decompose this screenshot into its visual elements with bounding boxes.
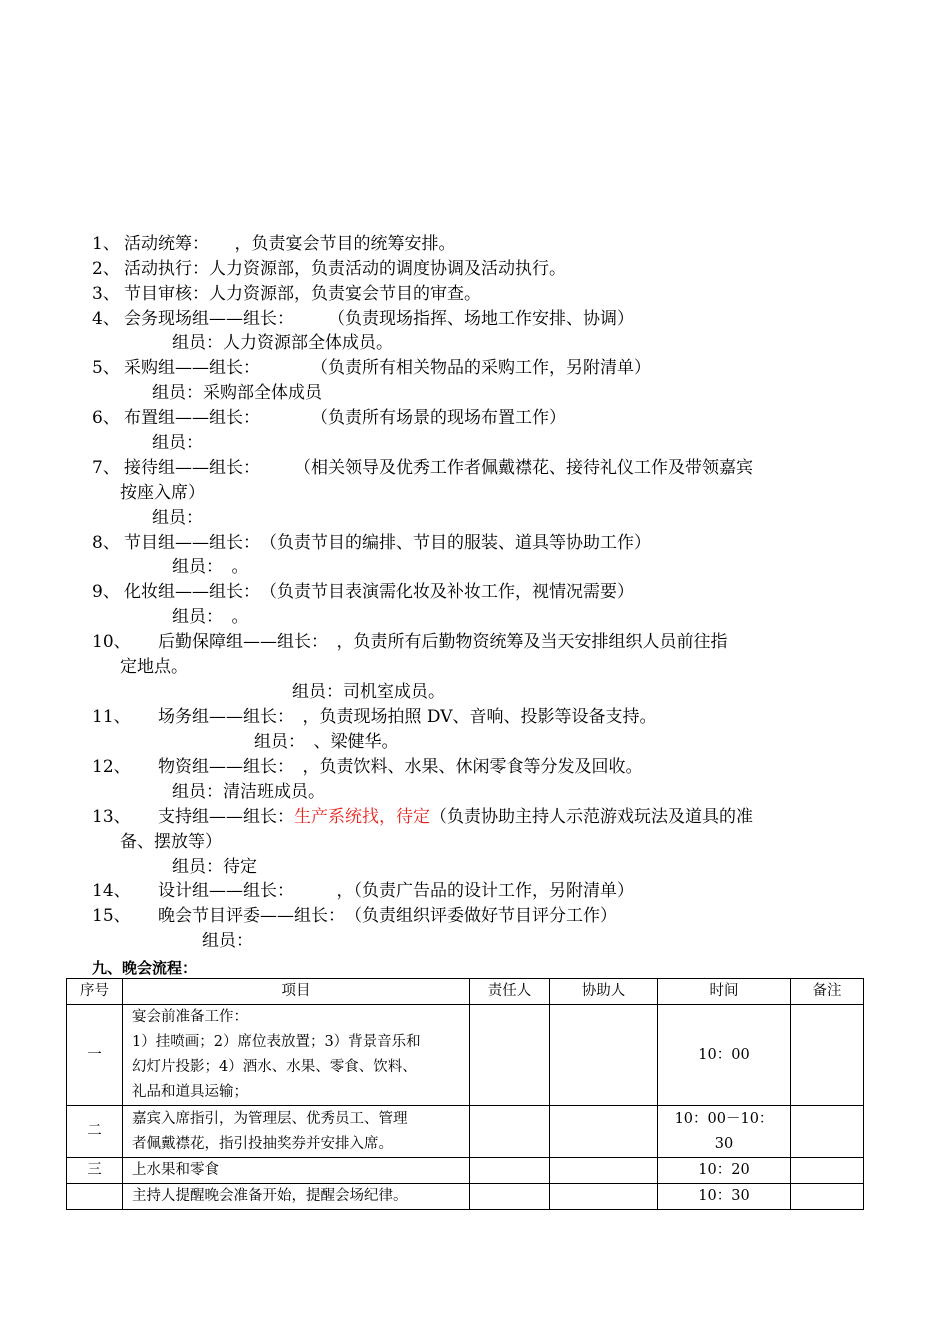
list-item-9 — [92, 580, 634, 604]
table-row — [67, 1005, 864, 1106]
item-text: 会务现场组——组长： （负责现场指挥、场地工作安排、协调） — [124, 309, 634, 329]
member-line-13: 组员：待定 — [172, 857, 257, 877]
item-number: 14、 — [92, 881, 131, 901]
cell-assist — [550, 1106, 658, 1158]
item-number: 1、 — [92, 234, 120, 254]
section-title: 九、晚会流程： — [92, 959, 198, 977]
flow-table — [66, 978, 864, 1210]
cell-item-line: 礼品和道具运输； — [132, 1084, 248, 1100]
cell-time-line: 10：00－10： — [674, 1110, 774, 1127]
pending-highlight: 生产系统找，待定 — [294, 807, 430, 827]
item-13-continuation: 备、摆放等） — [120, 832, 222, 852]
item-number: 3、 — [92, 284, 120, 304]
cell-time-line: 10：00 — [698, 1046, 750, 1063]
cell-seq: 二 — [67, 1106, 123, 1158]
item-text: 场务组——组长： ，负责现场拍照 DV、音响、投影等设备支持。 — [158, 707, 657, 727]
list-item-14 — [92, 879, 634, 903]
cell-item-line: 上水果和零食 — [132, 1162, 219, 1178]
item-number: 7、 — [92, 458, 120, 478]
cell-assist — [550, 1184, 658, 1210]
item-number: 9、 — [92, 582, 120, 602]
cell-time-line: 30 — [714, 1135, 734, 1152]
member-line-7: 组员： — [152, 508, 203, 528]
item-number: 4、 — [92, 309, 120, 329]
member-line-6: 组员： — [152, 433, 203, 453]
item-number: 5、 — [92, 358, 120, 378]
table-row — [67, 1158, 864, 1184]
item-number: 6、 — [92, 408, 120, 428]
cell-time — [658, 1005, 791, 1106]
cell-note — [791, 1106, 864, 1158]
member-line-10: 组员：司机室成员。 — [292, 682, 445, 702]
item-text-prefix: 支持组——组长： — [158, 807, 294, 827]
header-owner: 责任人 — [470, 979, 550, 1005]
cell-item-line: 嘉宾入席指引，为管理层、优秀员工、管理 — [132, 1110, 408, 1127]
item-text — [158, 805, 753, 829]
item-7-continuation: 按座入席） — [120, 483, 205, 503]
item-number: 15、 — [92, 906, 131, 926]
item-number: 13、 — [92, 807, 131, 827]
list-item-1 — [92, 232, 456, 256]
list-item-4 — [92, 307, 634, 331]
item-number: 2、 — [92, 259, 120, 279]
item-number: 11、 — [92, 707, 131, 727]
item-text: 接待组——组长： （相关领导及优秀工作者佩戴襟花、接待礼仪工作及带领嘉宾 — [124, 458, 753, 478]
member-line-12: 组员：清洁班成员。 — [172, 782, 325, 802]
item-text-suffix: （负责协助主持人示范游戏玩法及道具的准 — [430, 807, 753, 827]
cell-item — [123, 1106, 470, 1158]
cell-time-line: 10：20 — [698, 1162, 750, 1178]
item-text: 采购组——组长： （负责所有相关物品的采购工作，另附清单） — [124, 358, 651, 378]
item-10-continuation: 定地点。 — [120, 657, 188, 677]
cell-assist — [550, 1005, 658, 1106]
cell-item-line: 幻灯片投影；4）酒水、水果、零食、饮料、 — [132, 1059, 417, 1075]
list-item-8 — [92, 531, 651, 555]
cell-time — [658, 1184, 791, 1210]
list-item-15 — [92, 904, 617, 928]
table-header-row — [67, 979, 864, 1005]
list-item-3 — [92, 282, 481, 306]
item-text: 布置组——组长： （负责所有场景的现场布置工作） — [124, 408, 566, 428]
cell-assist — [550, 1158, 658, 1184]
item-text: 活动统筹： ，负责宴会节目的统筹安排。 — [124, 234, 456, 254]
cell-note — [791, 1158, 864, 1184]
item-text: 后勤保障组——组长： ，负责所有后勤物资统筹及当天安排组织人员前往指 — [158, 632, 728, 652]
table-row — [67, 1106, 864, 1158]
list-item-5 — [92, 356, 651, 380]
table-row — [67, 1184, 864, 1210]
cell-item-line: 宴会前准备工作： — [132, 1009, 248, 1025]
cell-item — [123, 1158, 470, 1184]
item-text: 设计组——组长： ，（负责广告品的设计工作，另附清单） — [158, 881, 634, 901]
cell-time — [658, 1106, 791, 1158]
list-item-12 — [92, 755, 643, 779]
member-line-15: 组员： — [202, 931, 253, 951]
member-line-4: 组员：人力资源部全体成员。 — [172, 333, 393, 353]
member-line-11: 组员： 、梁健华。 — [254, 732, 399, 752]
item-text: 节目组——组长： （负责节目的编排、节目的服装、道具等协助工作） — [124, 533, 651, 553]
header-item: 项目 — [123, 979, 470, 1005]
header-time: 时间 — [658, 979, 791, 1005]
member-line-9: 组员： 。 — [172, 607, 249, 627]
cell-owner — [470, 1184, 550, 1210]
list-item-7 — [92, 456, 753, 480]
cell-owner — [470, 1106, 550, 1158]
cell-owner — [470, 1158, 550, 1184]
header-note: 备注 — [791, 979, 864, 1005]
member-line-8: 组员： 。 — [172, 557, 249, 577]
item-number: 8、 — [92, 533, 120, 553]
list-item-11 — [92, 705, 657, 729]
cell-owner — [470, 1005, 550, 1106]
cell-item-line: 主持人提醒晚会准备开始，提醒会场纪律。 — [132, 1188, 408, 1204]
item-text: 化妆组——组长： （负责节目表演需化妆及补妆工作，视情况需要） — [124, 582, 634, 602]
cell-seq: 三 — [67, 1158, 123, 1184]
list-item-2 — [92, 257, 566, 281]
item-text: 晚会节目评委——组长： （负责组织评委做好节目评分工作） — [158, 906, 617, 926]
cell-item — [123, 1005, 470, 1106]
item-text: 活动执行：人力资源部，负责活动的调度协调及活动执行。 — [124, 259, 566, 279]
cell-item-line: 者佩戴襟花，指引投抽奖券并安排入席。 — [132, 1135, 393, 1152]
list-item-13 — [92, 805, 753, 829]
item-number: 10、 — [92, 632, 131, 652]
cell-time-line: 10：30 — [698, 1188, 750, 1204]
cell-item — [123, 1184, 470, 1210]
cell-seq: 一 — [67, 1005, 123, 1106]
cell-note — [791, 1005, 864, 1106]
cell-item-line: 1）挂喷画；2）席位表放置；3）背景音乐和 — [132, 1034, 421, 1050]
cell-seq — [67, 1184, 123, 1210]
cell-time — [658, 1158, 791, 1184]
item-number: 12、 — [92, 757, 131, 777]
cell-note — [791, 1184, 864, 1210]
header-assist: 协助人 — [550, 979, 658, 1005]
list-item-10 — [92, 630, 728, 654]
item-text: 物资组——组长： ，负责饮料、水果、休闲零食等分发及回收。 — [158, 757, 643, 777]
header-seq: 序号 — [67, 979, 123, 1005]
member-line-5: 组员：采购部全体成员 — [152, 383, 322, 403]
item-text: 节目审核：人力资源部，负责宴会节目的审查。 — [124, 284, 481, 304]
list-item-6 — [92, 406, 566, 430]
